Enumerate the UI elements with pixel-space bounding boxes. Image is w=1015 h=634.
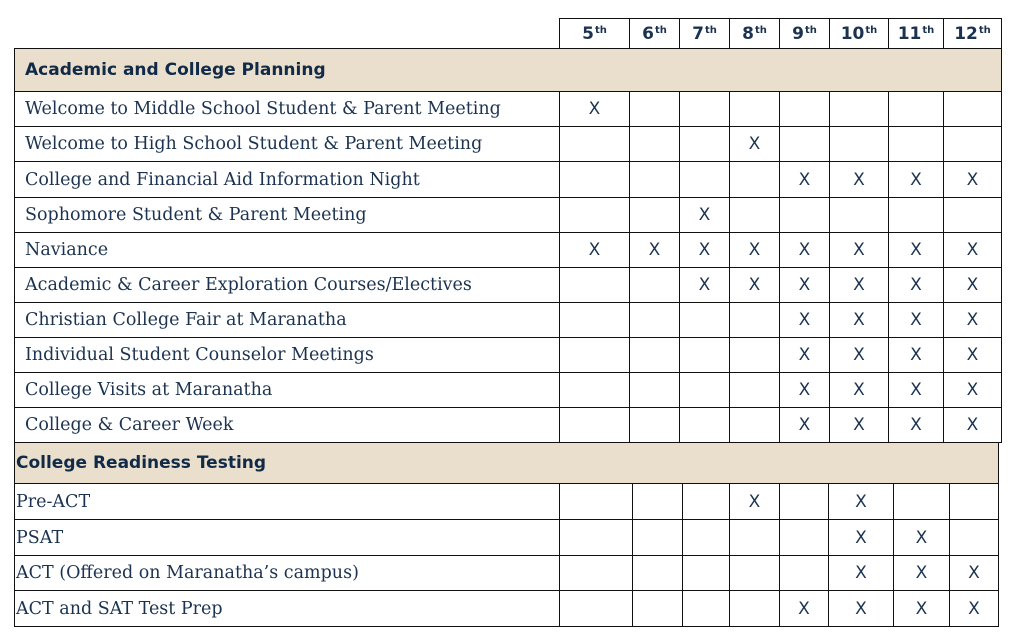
activity-label: College Visits at Maranatha (15, 373, 560, 408)
table-row (15, 591, 999, 627)
grade-mark-cell (889, 127, 944, 162)
grade-mark-cell (633, 520, 683, 556)
grade-mark-cell: X (680, 233, 730, 268)
table-row (15, 373, 1002, 408)
grade-mark-cell (780, 556, 829, 591)
grade-mark-cell (730, 520, 780, 556)
grade-mark-cell (944, 198, 1002, 233)
activity-label: College and Financial Aid Information Night (15, 162, 560, 198)
grade-mark-cell: X (780, 303, 830, 338)
grade-mark-cell (680, 338, 730, 373)
grade-mark-cell: X (730, 127, 780, 162)
grade-mark-cell (780, 520, 829, 556)
grade-mark-cell (683, 591, 730, 627)
grade-mark-cell: X (944, 338, 1002, 373)
grade-header: 12th (944, 19, 1002, 49)
grade-mark-cell: X (830, 373, 889, 408)
grade-mark-cell: X (829, 520, 894, 556)
grade-mark-cell: X (889, 303, 944, 338)
grade-mark-cell: X (889, 268, 944, 303)
grade-mark-cell: X (780, 268, 830, 303)
grade-mark-cell: X (950, 591, 999, 627)
table-row (15, 484, 999, 520)
grade-mark-cell (889, 198, 944, 233)
grade-mark-cell: X (894, 556, 950, 591)
testing-table (14, 442, 999, 627)
table-row (15, 303, 1002, 338)
grade-mark-cell: X (830, 268, 889, 303)
grade-header-row (15, 19, 1002, 49)
grade-header: 5th (560, 19, 630, 49)
grade-mark-cell: X (944, 408, 1002, 443)
grade-mark-cell (560, 520, 633, 556)
grade-mark-cell: X (560, 92, 630, 127)
grade-mark-cell: X (889, 373, 944, 408)
header-spacer (15, 19, 560, 49)
grade-mark-cell: X (944, 268, 1002, 303)
grade-header: 8th (730, 19, 780, 49)
grade-mark-cell (560, 484, 633, 520)
grade-mark-cell: X (780, 338, 830, 373)
grade-mark-cell (560, 556, 633, 591)
grade-mark-cell: X (830, 338, 889, 373)
activity-label: Welcome to High School Student & Parent Meeting (15, 127, 560, 162)
grade-mark-cell: X (950, 556, 999, 591)
grade-mark-cell (560, 591, 633, 627)
grade-mark-cell (630, 268, 680, 303)
grade-mark-cell (780, 198, 830, 233)
grade-mark-cell: X (829, 556, 894, 591)
grade-mark-cell (630, 198, 680, 233)
grade-mark-cell (560, 303, 630, 338)
grade-mark-cell (630, 338, 680, 373)
grade-mark-cell: X (829, 591, 894, 627)
grade-mark-cell (560, 198, 630, 233)
table-row (15, 338, 1002, 373)
grade-mark-cell: X (894, 591, 950, 627)
grade-header: 10th (830, 19, 889, 49)
grade-mark-cell (680, 162, 730, 198)
grade-mark-cell (889, 92, 944, 127)
grade-mark-cell (680, 408, 730, 443)
grade-mark-cell: X (680, 268, 730, 303)
grade-mark-cell: X (780, 233, 830, 268)
grade-mark-cell (683, 484, 730, 520)
activity-label: Pre-ACT (15, 484, 560, 520)
grade-mark-cell: X (630, 233, 680, 268)
grade-mark-cell (633, 591, 683, 627)
grade-mark-cell: X (780, 162, 830, 198)
grade-mark-cell: X (830, 233, 889, 268)
grade-mark-cell (730, 303, 780, 338)
grade-mark-cell (683, 520, 730, 556)
grade-mark-cell: X (560, 233, 630, 268)
activity-label: ACT (Offered on Maranatha’s campus) (15, 556, 560, 591)
grade-mark-cell (630, 92, 680, 127)
activity-label: Naviance (15, 233, 560, 268)
table-row (15, 162, 1002, 198)
grade-header: 6th (630, 19, 680, 49)
grade-mark-cell (730, 338, 780, 373)
grade-mark-cell (560, 408, 630, 443)
section-title: College Readiness Testing (15, 443, 999, 484)
grade-mark-cell (560, 373, 630, 408)
grade-mark-cell (780, 484, 829, 520)
grade-mark-cell: X (830, 162, 889, 198)
grade-mark-cell (560, 127, 630, 162)
table-row (15, 92, 1002, 127)
planning-table (14, 18, 1002, 443)
grade-mark-cell (630, 303, 680, 338)
grade-mark-cell (944, 127, 1002, 162)
grade-mark-cell (780, 92, 830, 127)
grade-mark-cell: X (830, 408, 889, 443)
grade-header: 11th (889, 19, 944, 49)
grade-mark-cell (830, 198, 889, 233)
grade-mark-cell: X (780, 591, 829, 627)
activity-label: PSAT (15, 520, 560, 556)
grade-mark-cell: X (730, 268, 780, 303)
grade-mark-cell (630, 127, 680, 162)
grade-mark-cell: X (944, 162, 1002, 198)
activity-label: ACT and SAT Test Prep (15, 591, 560, 627)
grade-mark-cell (683, 556, 730, 591)
grade-mark-cell: X (889, 162, 944, 198)
grade-mark-cell (730, 556, 780, 591)
grade-mark-cell (730, 373, 780, 408)
grade-mark-cell (730, 591, 780, 627)
activity-label: Christian College Fair at Maranatha (15, 303, 560, 338)
grade-mark-cell: X (894, 520, 950, 556)
activity-label: College & Career Week (15, 408, 560, 443)
grade-mark-cell (780, 127, 830, 162)
grade-mark-cell (633, 484, 683, 520)
table-row (15, 233, 1002, 268)
grade-mark-cell: X (780, 408, 830, 443)
grade-mark-cell (830, 92, 889, 127)
grade-mark-cell: X (889, 408, 944, 443)
section-header-row (15, 443, 999, 484)
grade-mark-cell (560, 162, 630, 198)
table-row (15, 127, 1002, 162)
grade-mark-cell (944, 92, 1002, 127)
table-row (15, 198, 1002, 233)
grade-mark-cell (680, 303, 730, 338)
grade-mark-cell (630, 408, 680, 443)
grade-mark-cell: X (780, 373, 830, 408)
table-row (15, 408, 1002, 443)
grade-mark-cell: X (730, 233, 780, 268)
grade-mark-cell: X (829, 484, 894, 520)
grade-mark-cell (730, 92, 780, 127)
grade-mark-cell (630, 373, 680, 408)
grade-header: 7th (680, 19, 730, 49)
grade-mark-cell (830, 127, 889, 162)
activity-label: Sophomore Student & Parent Meeting (15, 198, 560, 233)
grade-mark-cell (950, 520, 999, 556)
grade-mark-cell: X (889, 233, 944, 268)
grade-mark-cell: X (944, 373, 1002, 408)
grade-mark-cell: X (680, 198, 730, 233)
activity-label: Academic & Career Exploration Courses/Electives (15, 268, 560, 303)
grade-mark-cell: X (944, 233, 1002, 268)
grade-header: 9th (780, 19, 830, 49)
table-row (15, 268, 1002, 303)
grade-mark-cell: X (730, 484, 780, 520)
grade-mark-cell: X (944, 303, 1002, 338)
activity-label: Welcome to Middle School Student & Parent Meeting (15, 92, 560, 127)
section-header-row (15, 49, 1002, 92)
grade-mark-cell (730, 162, 780, 198)
grade-mark-cell (560, 268, 630, 303)
grade-mark-cell (680, 127, 730, 162)
table-row (15, 520, 999, 556)
grade-mark-cell: X (830, 303, 889, 338)
grade-mark-cell (680, 373, 730, 408)
activity-label: Individual Student Counselor Meetings (15, 338, 560, 373)
grade-mark-cell: X (889, 338, 944, 373)
table-row (15, 556, 999, 591)
section-title: Academic and College Planning (15, 49, 1002, 92)
grade-mark-cell (633, 556, 683, 591)
grade-mark-cell (560, 338, 630, 373)
grade-mark-cell (894, 484, 950, 520)
grade-mark-cell (680, 92, 730, 127)
grade-mark-cell (950, 484, 999, 520)
grade-mark-cell (730, 408, 780, 443)
grade-mark-cell (730, 198, 780, 233)
grade-mark-cell (630, 162, 680, 198)
